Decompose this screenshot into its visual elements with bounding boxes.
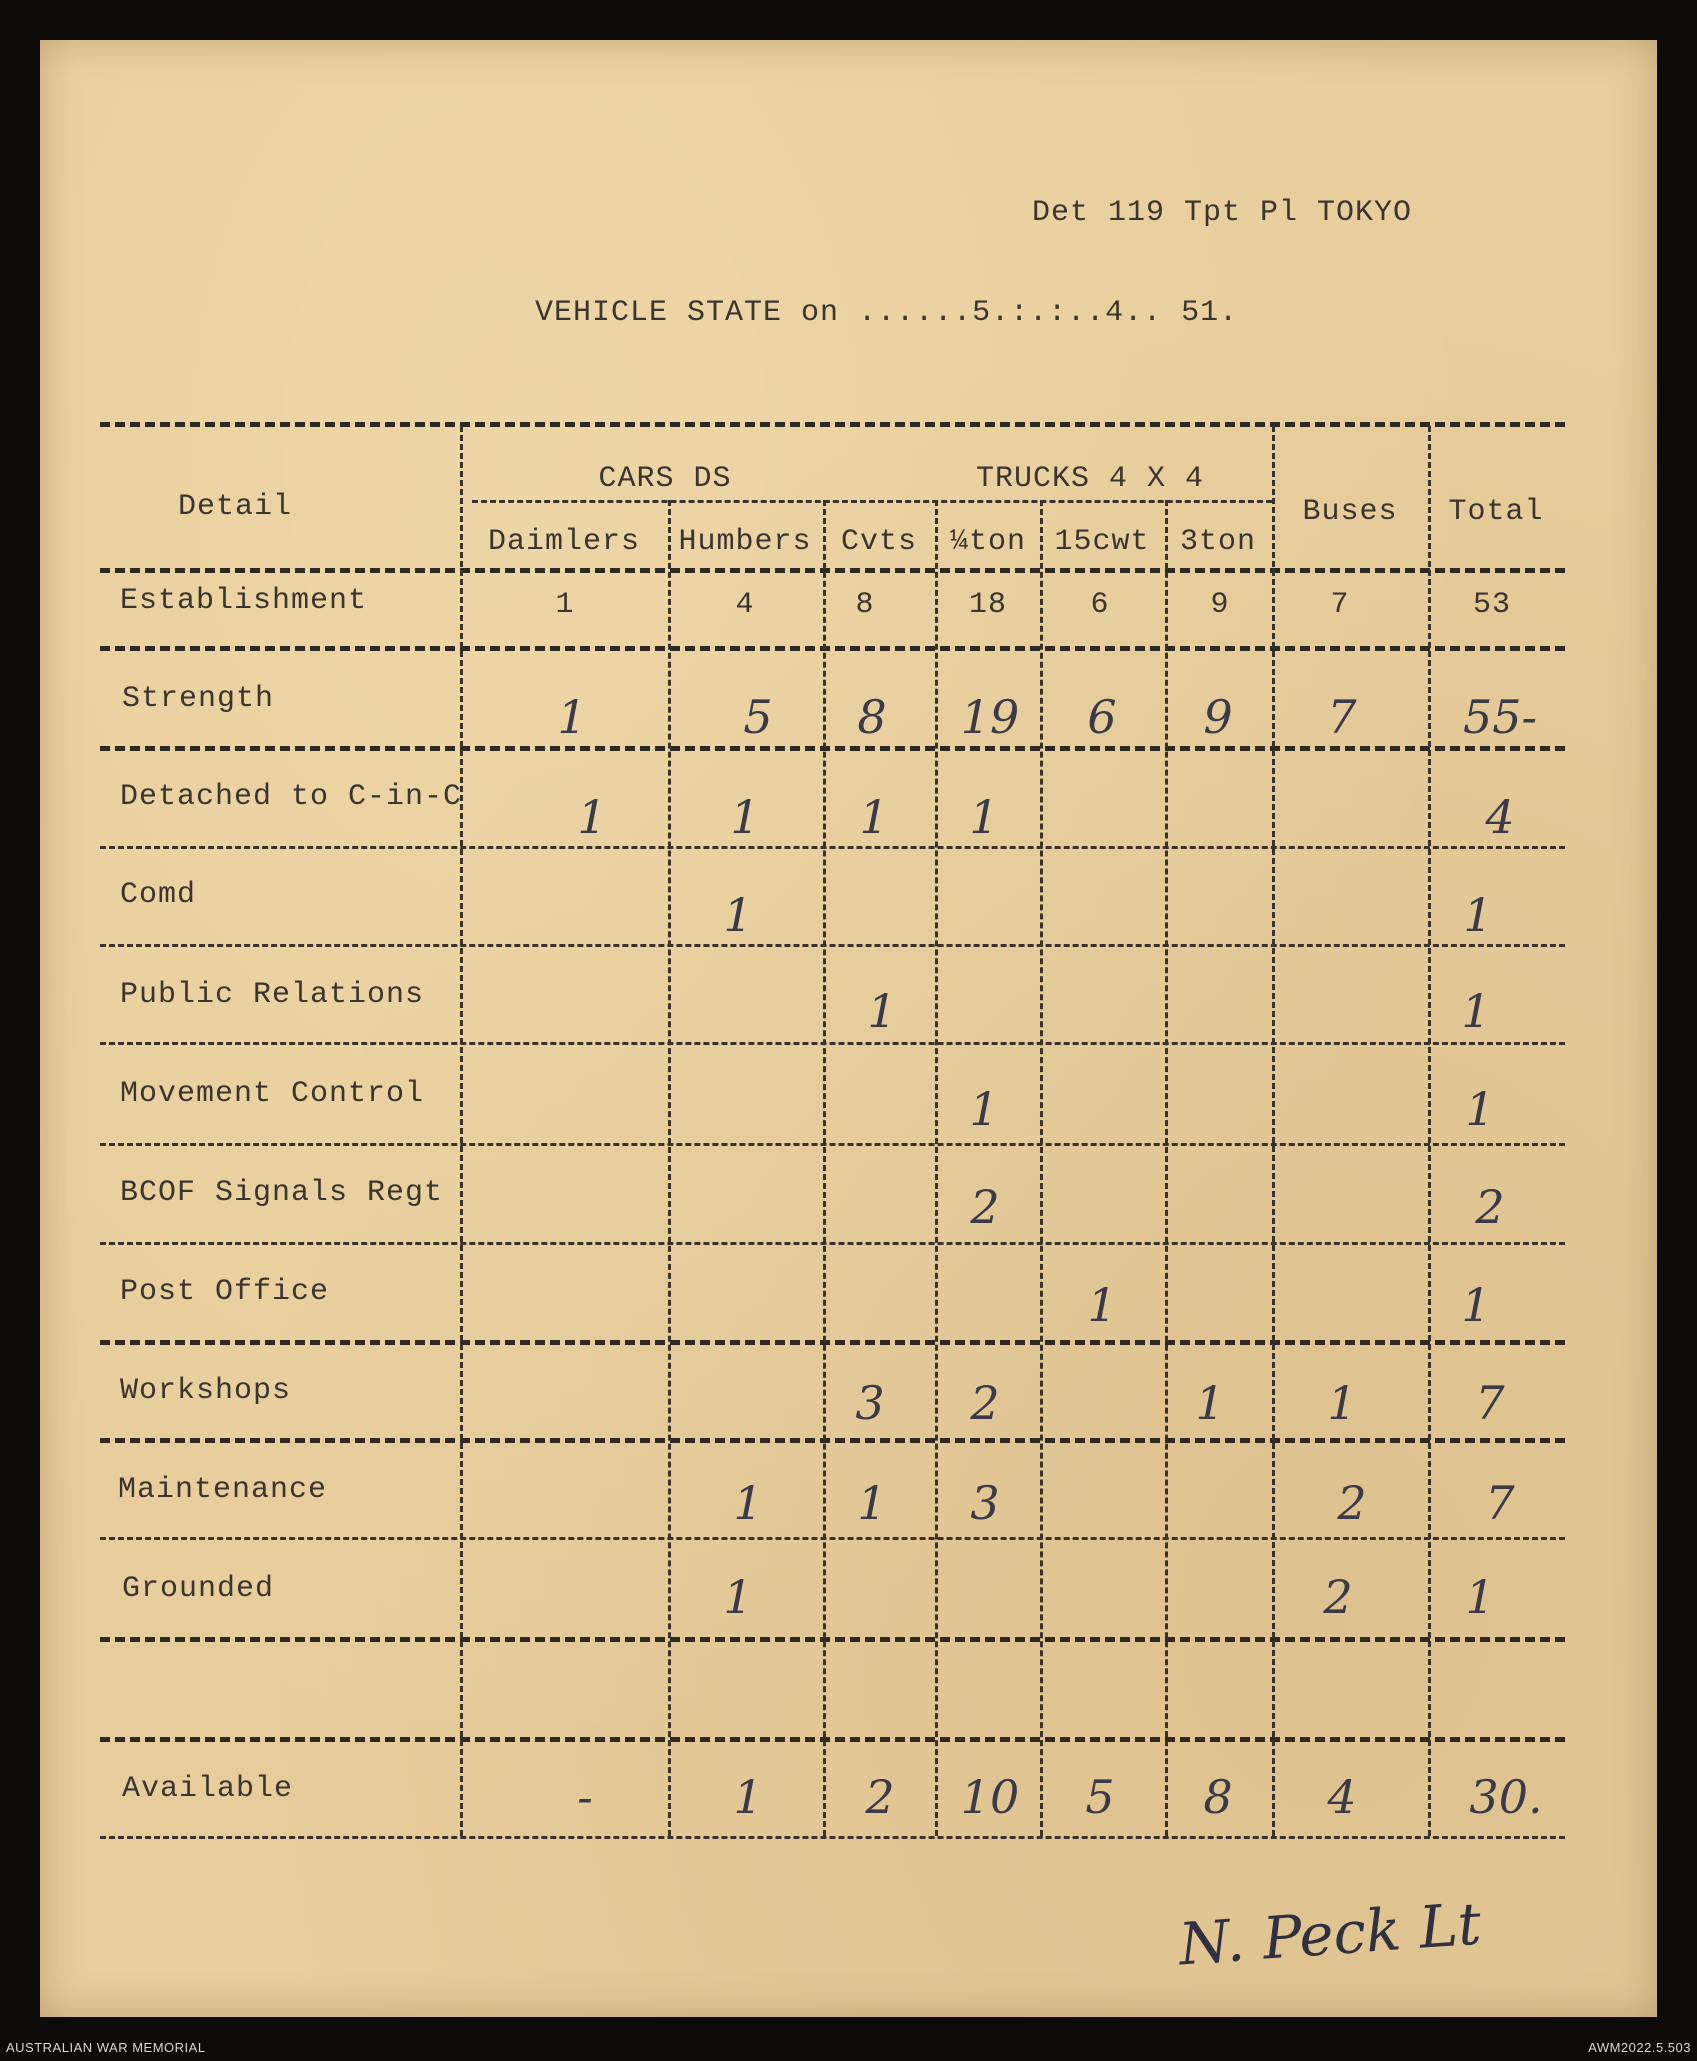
footer-accession: AWM2022.5.503	[1588, 2040, 1691, 2055]
cell-workshops-cvts: 3	[855, 1376, 885, 1430]
cell-strength-15cwt: 6	[1087, 690, 1117, 744]
cell-strength-cvts: 8	[857, 690, 887, 744]
date-dots: ......5.:.:..4..	[858, 296, 1163, 330]
cell-strength-3ton: 9	[1203, 690, 1233, 744]
row-label-movement-control: Movement Control	[120, 1077, 425, 1111]
footer-institution: AUSTRALIAN WAR MEMORIAL	[6, 2040, 206, 2055]
col-header-buses: Buses	[1302, 495, 1398, 529]
cell-workshops-3ton: 1	[1195, 1376, 1225, 1430]
col-header-daimlers: Daimlers	[487, 525, 641, 559]
date-year: 51.	[1181, 296, 1239, 330]
document-title	[535, 296, 1238, 330]
cell-available-3ton: 8	[1203, 1770, 1233, 1824]
cell-strength-quarter-ton: 19	[960, 690, 1020, 744]
row-label-workshops: Workshops	[120, 1374, 292, 1408]
cell-available-daimlers: -	[577, 1770, 593, 1824]
cell-establishment-buses: 7	[1330, 588, 1350, 622]
cell-strength-humbers: 5	[743, 690, 773, 744]
cell-public-relations-total: 1	[1461, 984, 1491, 1038]
cell-strength-total: 55-	[1462, 690, 1538, 744]
cell-comd-humbers: 1	[723, 888, 753, 942]
cell-detached-quarter-ton: 1	[969, 790, 999, 844]
row-label-establishment: Establishment	[120, 584, 368, 618]
cell-strength-buses: 7	[1327, 690, 1357, 744]
cell-maintenance-total: 7	[1485, 1476, 1515, 1530]
col-header-15cwt: 15cwt	[1054, 525, 1150, 559]
cell-movement-control-total: 1	[1465, 1082, 1495, 1136]
cell-grounded-total: 1	[1465, 1570, 1495, 1624]
cell-available-cvts: 2	[865, 1770, 895, 1824]
cell-maintenance-humbers: 1	[733, 1476, 763, 1530]
cell-workshops-total: 7	[1475, 1376, 1505, 1430]
cell-establishment-quarter-ton: 18	[968, 588, 1008, 622]
cell-maintenance-cvts: 1	[857, 1476, 887, 1530]
cell-available-total: 30.	[1469, 1770, 1543, 1824]
cell-maintenance-buses: 2	[1337, 1476, 1367, 1530]
cell-post-office-total: 1	[1461, 1278, 1491, 1332]
cell-strength-daimlers: 1	[557, 690, 587, 744]
cell-workshops-buses: 1	[1327, 1376, 1357, 1430]
cell-available-buses: 4	[1327, 1770, 1357, 1824]
row-label-comd: Comd	[120, 878, 197, 912]
col-header-3ton: 3ton	[1179, 525, 1257, 559]
cell-detached-cvts: 1	[859, 790, 889, 844]
cell-signals-quarter-ton: 2	[970, 1180, 1000, 1234]
cell-grounded-buses: 2	[1323, 1570, 1353, 1624]
col-header-detail: Detail	[177, 490, 293, 524]
row-label-grounded: Grounded	[122, 1572, 275, 1606]
document-page	[40, 40, 1657, 2017]
cell-available-humbers: 1	[733, 1770, 763, 1824]
cell-detached-daimlers: 1	[577, 790, 607, 844]
cell-maintenance-quarter-ton: 3	[970, 1476, 1000, 1530]
row-label-detached: Detached to C-in-C	[120, 780, 463, 814]
unit-name: Det 119 Tpt Pl TOKYO	[1032, 196, 1413, 230]
cell-available-quarter-ton: 10	[960, 1770, 1020, 1824]
cell-detached-humbers: 1	[730, 790, 760, 844]
cell-workshops-quarter-ton: 2	[970, 1376, 1000, 1430]
row-label-available: Available	[122, 1772, 294, 1806]
col-header-humbers: Humbers	[678, 525, 812, 559]
cell-post-office-15cwt: 1	[1087, 1278, 1117, 1332]
cell-comd-total: 1	[1463, 888, 1493, 942]
cell-signals-total: 2	[1475, 1180, 1505, 1234]
cell-detached-total: 4	[1485, 790, 1515, 844]
cell-establishment-cvts: 8	[855, 588, 875, 622]
cell-available-15cwt: 5	[1085, 1770, 1115, 1824]
cell-establishment-humbers: 4	[735, 588, 755, 622]
row-label-signals: BCOF Signals Regt	[120, 1176, 444, 1210]
row-label-public-relations: Public Relations	[120, 978, 425, 1012]
col-header-total: Total	[1448, 495, 1544, 529]
col-header-cvts: Cvts	[840, 525, 918, 559]
cell-establishment-total: 53	[1472, 588, 1512, 622]
cell-public-relations-cvts: 1	[867, 984, 897, 1038]
cell-establishment-3ton: 9	[1210, 588, 1230, 622]
row-label-maintenance: Maintenance	[118, 1473, 328, 1507]
cell-grounded-humbers: 1	[723, 1570, 753, 1624]
cell-establishment-daimlers: 1	[555, 588, 575, 622]
group-header-trucks: TRUCKS 4 X 4	[975, 462, 1205, 496]
cell-establishment-15cwt: 6	[1090, 588, 1110, 622]
group-header-cars: CARS DS	[598, 462, 732, 496]
row-label-strength: Strength	[122, 682, 275, 716]
cell-movement-control-quarter-ton: 1	[969, 1082, 999, 1136]
row-label-post-office: Post Office	[120, 1275, 330, 1309]
col-header-quarter-ton: ¼ton	[949, 525, 1027, 559]
signature: N. Peck Lt	[1176, 1889, 1484, 1979]
title-prefix: VEHICLE STATE on	[535, 296, 840, 330]
